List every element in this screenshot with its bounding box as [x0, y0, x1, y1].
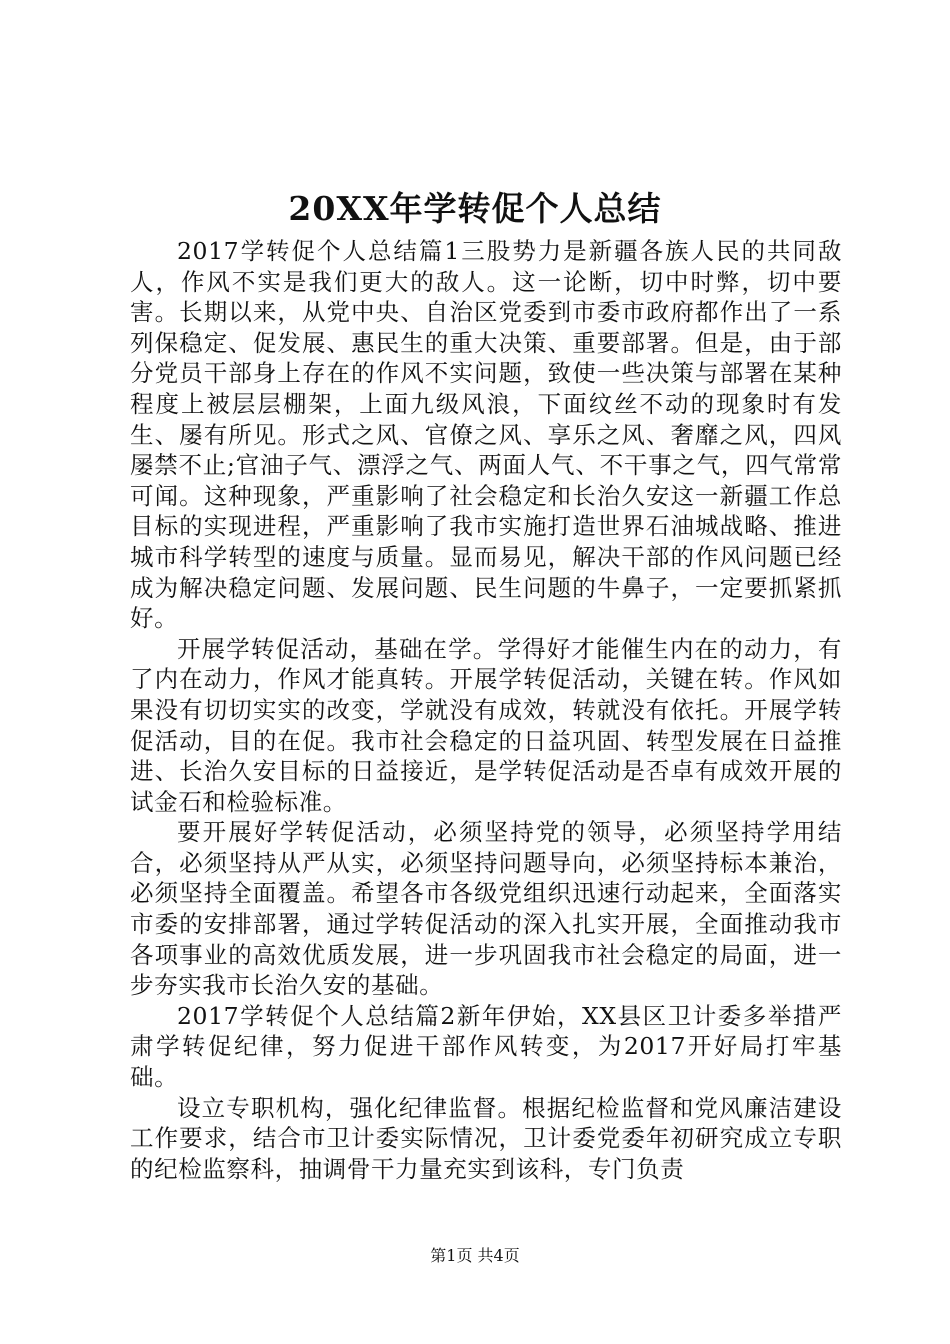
paragraph-3: 要开展好学转促活动，必须坚持党的领导，必须坚持学用结合，必须坚持从严从实，必须坚持问题导向，必须坚持标本兼治，必须坚持全面覆盖。希望各市各级党组织迅速行动起来，全面落实市委的安排部署，通过学转促活动的深入扎实开展，全面推动我市各项事业的高效优质发展，进一步巩固我市社会稳定的局面，进一步夯实我市长治久安的基础。 [130, 818, 842, 1000]
paragraph-5: 设立专职机构，强化纪律监督。根据纪检监督和党风廉洁建设工作要求，结合市卫计委实际情况，卫计委党委年初研究成立专职的纪检监察科，抽调骨干力量充实到该科，专门负责 [130, 1093, 842, 1183]
paragraph-1: 2017学转促个人总结篇1三股势力是新疆各族人民的共同敌人，作风不实是我们更大的敌人。这一论断，切中时弊，切中要害。长期以来，从党中央、自治区党委到市委市政府都作出了一系列保稳定、促发展、惠民生的重大决策、重要部署。但是，由于部分党员干部身上存在的作风不实问题，致使一些决策与部署在某种程度上被层层棚架，上面九级风浪，下面纹丝不动的现象时有发生、屡有所见。形式之风、官僚之风、享乐之风、奢靡之风，四风屡禁不止;官油子气、漂浮之气、两面人气、不干事之气，四气常常可闻。这种现象，严重影响了社会稳定和长治久安这一新疆工作总目标的实现进程，严重影响了我市实施打造世界石油城战略、推进城市科学转型的速度与质量。显而易见，解决干部的作风问题已经成为解决稳定问题、发展问题、民生问题的牛鼻子，一定要抓紧抓好。 [130, 237, 842, 633]
document-body [130, 236, 842, 1184]
page-footer: 第1页 共4页 [430, 1246, 520, 1265]
document-title: 20XX年学转促个人总结 [288, 189, 662, 228]
paragraph-2: 开展学转促活动，基础在学。学得好才能催生内在的动力，有了内在动力，作风才能真转。开展学转促活动，关键在转。作风如果没有切切实实的改变，学就没有成效，转就没有依托。开展学转促活动，目的在促。我市社会稳定的日益巩固、转型发展在日益推进、长治久安目标的日益接近，是学转促活动是否卓有成效开展的试金石和检验标准。 [130, 634, 842, 816]
paragraph-4: 2017学转促个人总结篇2新年伊始，XX县区卫计委多举措严肃学转促纪律，努力促进干部作风转变，为2017开好局打牢基础。 [130, 1001, 842, 1092]
